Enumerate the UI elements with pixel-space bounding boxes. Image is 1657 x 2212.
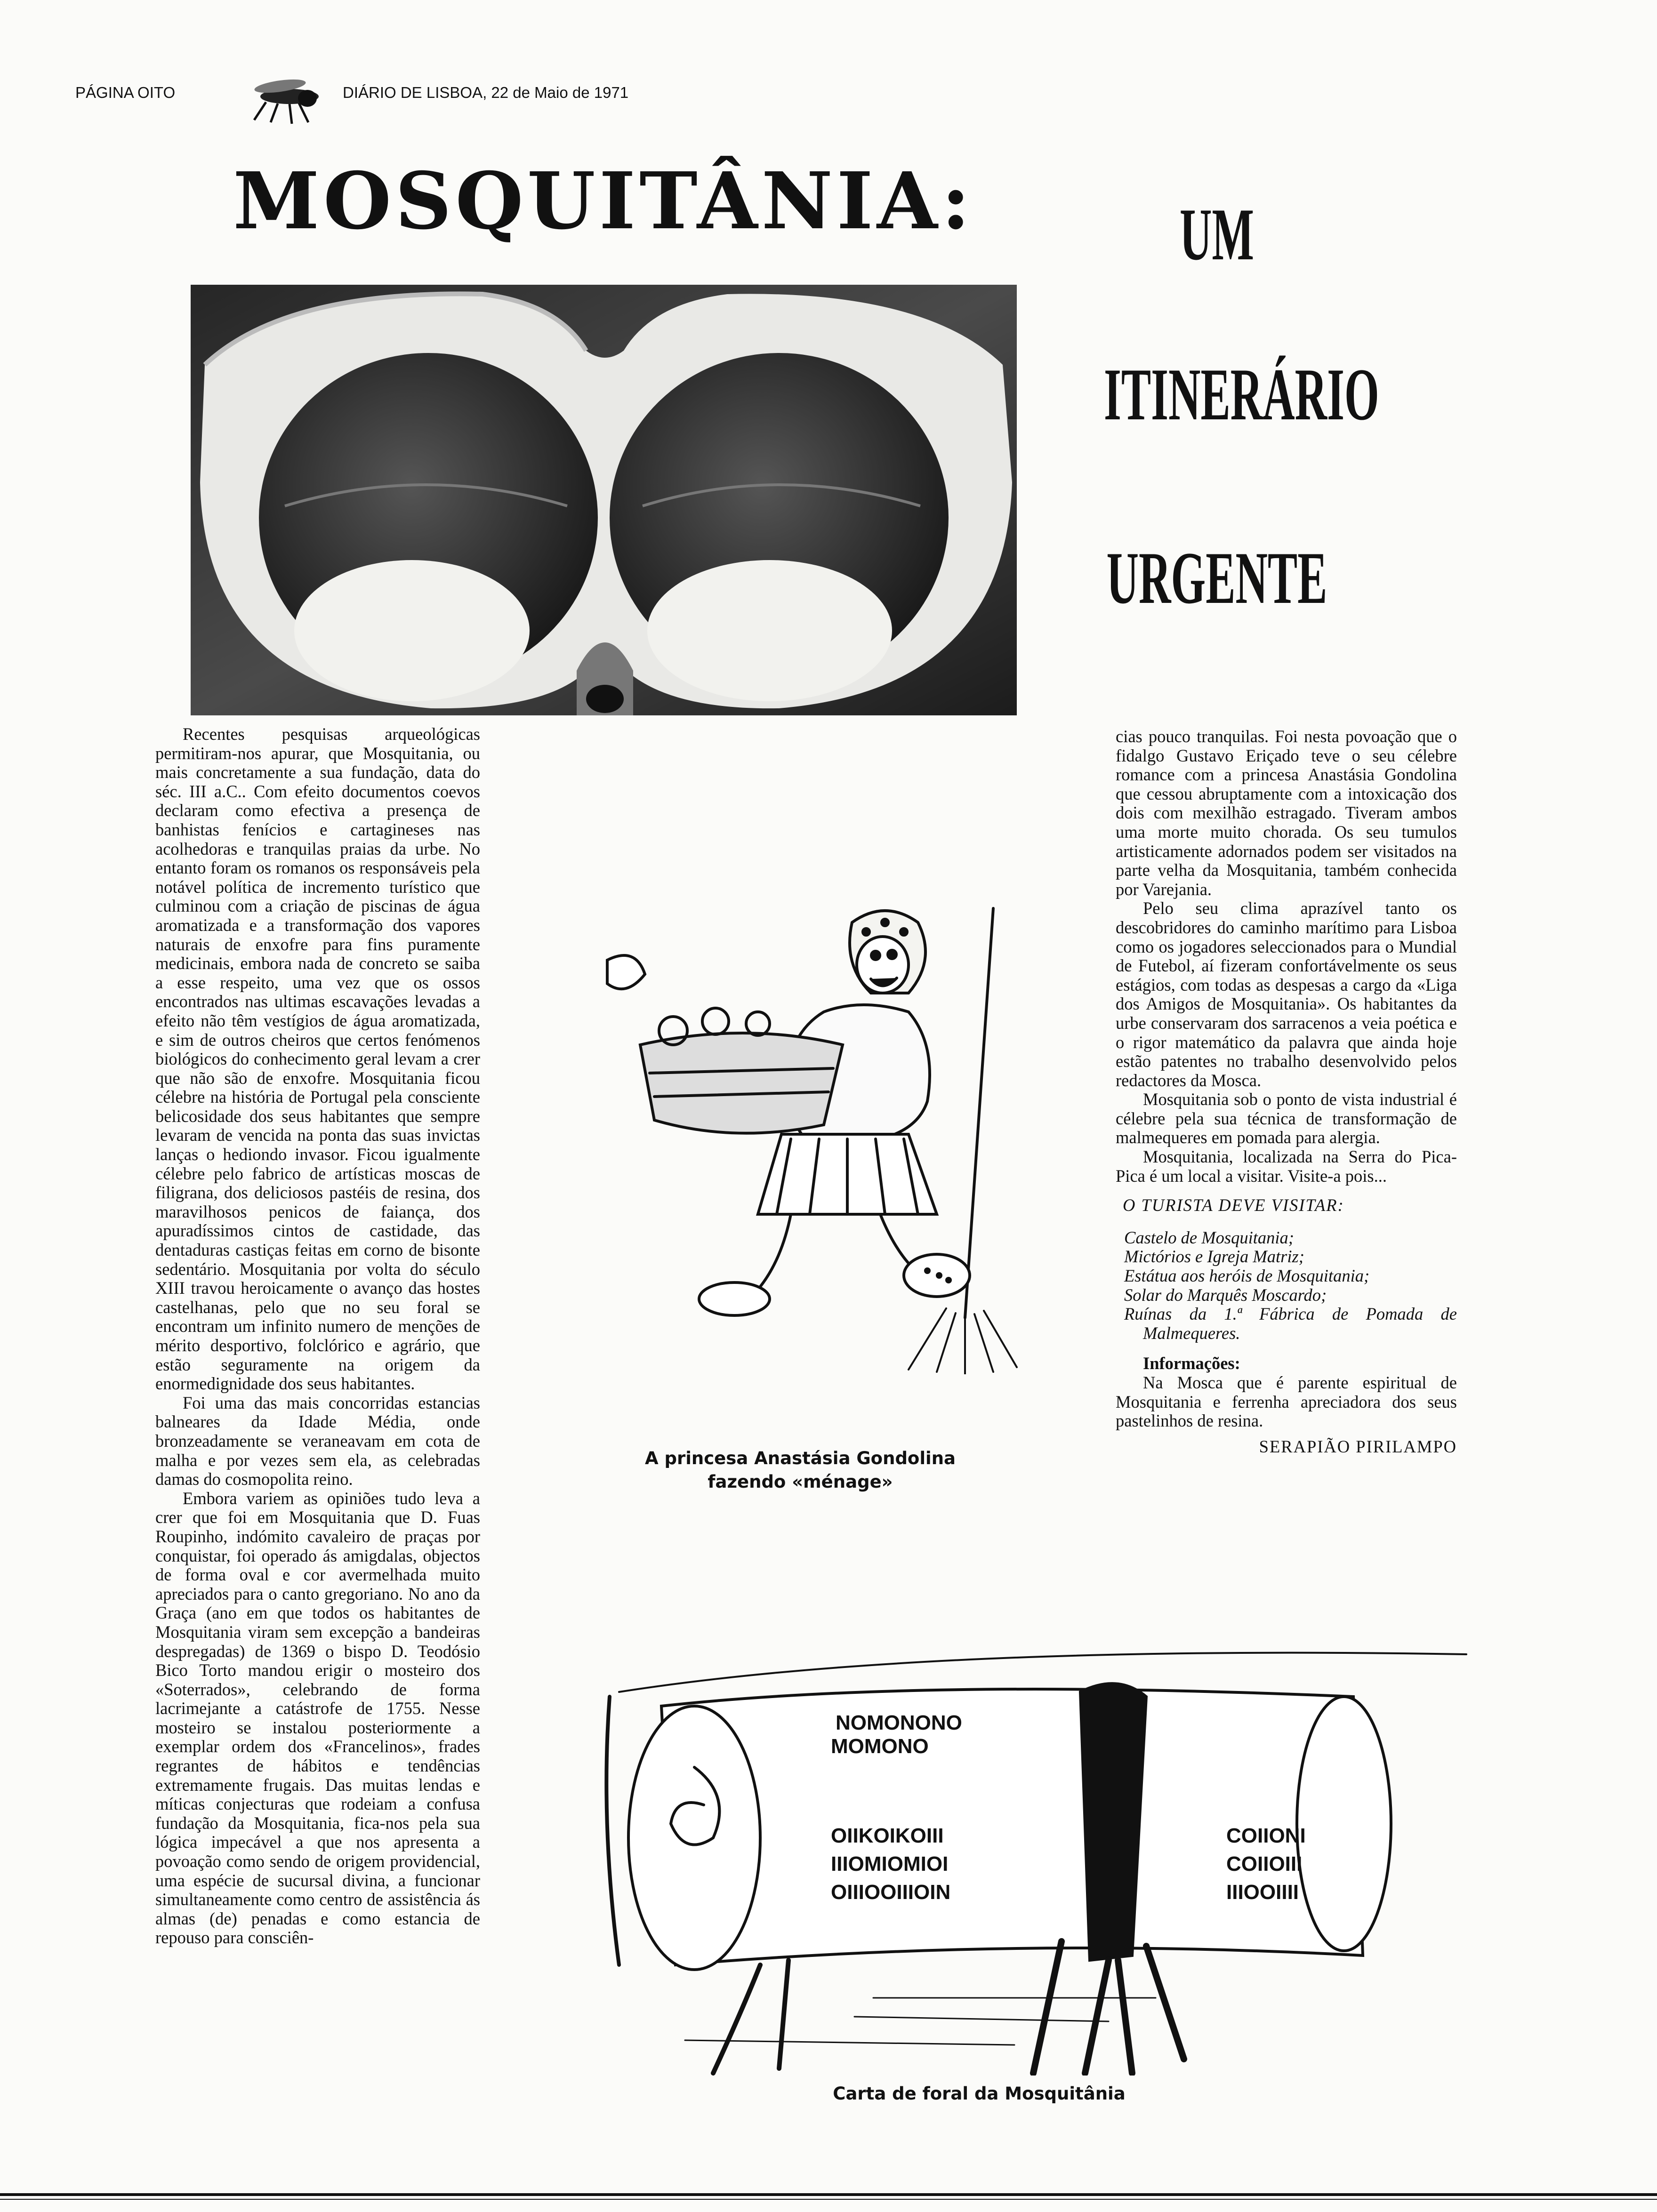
paragraph: Mosquitania sob o ponto de vista industrial é célebre pela sua técnica de transformação de malmequeres em pomada para alergia. — [1116, 1090, 1457, 1147]
list-item: Solar do Marquês Moscardo; — [1124, 1285, 1327, 1305]
charter-caption: Carta de foral da Mosquitânia — [833, 2084, 1126, 2104]
charter-scribble: OIIIOOIIIOIN — [831, 1881, 951, 1904]
paragraph: Recentes pesquisas arqueológicas permitiram-nos apurar, que Mosquitania, ou mais concretamente a sua fundação, data do séc. III a.C.. Com efeito documentos coevos declaram como efectiva a presença de banhistas fenícios e cartagineses nas acolhedoras e tranquilas praias da urbe. No entanto foram os romanos os responsáveis pela notável política de incremento turístico que culminou com a criação de piscinas de água aromatizada e a transformação dos vapores naturais de enxofre para fins puramente medicinais, embora nada de concreto se saiba a esse respeito, uma vez que os ossos encontrados nas ultimas escavações levadas a efeito não têm vestígios de água aromatizada, e sim de outros cheiros que certos fenómenos biológicos do conhecimento geral levam a crer que não são de enxofre. Mosquitania ficou célebre na história de Portugal pela consciente belicosidade dos seus habitantes que sempre levaram de vencida na ponta das suas invictas lanças o hediondo invasor. Ficou igualmente célebre pelo fabrico de artísticas moscas de filigrana, dos deliciosos pastéis de resina, dos maravilhosos penicos de faiança, dos apuradíssimos cintos de castidade, das dentaduras castiças feitas em corno de bisonte sedentário. Mosquitania por volta do século XIII travou heroicamente o avanço das hostes castelhanas, pelo que no seu foral se encontram um infinito numero de menções de mérito desportivo, folclórico e agrário, que estão seguramente na origem da enormedignidade dos seus habitantes. — [155, 724, 480, 1394]
article-left-column — [155, 725, 480, 1948]
list-item: Ruínas da 1.ª Fábrica de Pomada de Malmequeres. — [1124, 1304, 1457, 1343]
visit-list — [1116, 1228, 1457, 1343]
princess-cartoon — [579, 904, 1026, 1374]
list-item: Mictórios e Igreja Matriz; — [1124, 1247, 1304, 1266]
list-item: Castelo de Mosquitania; — [1124, 1227, 1294, 1247]
page-label: PÁGINA OITO — [75, 84, 176, 101]
info-heading: Informações: — [1143, 1354, 1240, 1373]
sunglasses-photo — [191, 285, 1017, 715]
charter-scroll-illustration — [591, 1635, 1476, 2076]
charter-scribble: COIIOIII — [1226, 1852, 1303, 1875]
subheadline-itinerario: ITINERÁRIO — [1104, 353, 1379, 436]
publication-line: DIÁRIO DE LISBOA, 22 de Maio de 1971 — [343, 84, 629, 101]
info-text: Na Mosca que é parente espiritual de Mosquitania e ferrenha apreciadora dos seus pastelinhos de resina. — [1116, 1373, 1457, 1431]
article-right-column — [1116, 727, 1457, 1456]
bottom-rule — [0, 2193, 1657, 2196]
paragraph: Pelo seu clima aprazível tanto os descobridores do caminho marítimo para Lisboa como os jogadores seleccionados para o Mundial de Futebol, aí fizeram confortávelmente os seus estágios, com todas as despesas a cargo da «Liga dos Amigos de Mosquitania». Os habitantes da urbe conservaram dos sarracenos a veia poética e o rigor matemático da palavra que ainda hoje estão patentes no trabalho desenvolvido pelos redactores da Mosca. — [1116, 898, 1457, 1090]
charter-scribble: OIIKOIKOIII — [831, 1824, 944, 1847]
paragraph: Foi uma das mais concorridas estancias balneares da Idade Média, onde bronzeadamente se veraneavam em cota de malha e por vezes sem ela, as celebradas damas do cosmopolita reino. — [155, 1393, 480, 1489]
list-item: Estátua aos heróis de Mosquitania; — [1124, 1266, 1370, 1286]
visit-heading: O TURISTA DEVE VISITAR: — [1123, 1195, 1344, 1215]
cartoon-caption-line-2: fazendo «ménage» — [708, 1472, 893, 1492]
headline: MOSQUITÂNIA: — [233, 155, 974, 247]
charter-scribble: MOMONO — [831, 1735, 929, 1758]
subheadline-urgente: URGENTE — [1106, 537, 1327, 619]
charter-scribble: NOMONONO — [836, 1711, 962, 1734]
paragraph: Embora variem as opiniões tudo leva a crer que foi em Mosquitania que D. Fuas Roupinho, indómito cavaleiro de praças por conquistar, foi operado ás amigdalas, objectos de forma oval e cor avermelhada muito apreciados para o canto gregoriano. No ano da Graça (ano em que todos os habitantes de Mosquitania viram sem excepção a bandeiras despregadas) de 1369 o bispo D. Teodósio Bico Torto mandou erigir o mosteiro dos «Soterrados», celebrando de forma lacrimejante a catástrofe de 1755. Nesse mosteiro se instalou posteriormente a exemplar ordem dos «Francelinos», frades regrantes de hábitos e tendências extremamente frugais. Das muitas lendas e míticas conjecturas que rodeiam a confusa fundação da Mosquitania, fica-nos pela sua lógica impecável a que nos apresenta a povoação como sendo de origem providencial, uma espécie de sucursal divina, a funcionar simultaneamente como centro de assistência ás almas (de) penadas e como estancia de repouso para consciên- — [155, 1488, 480, 1948]
bottom-rule-thin — [0, 2199, 1657, 2200]
charter-scribble: IIIOMIOMIOI — [831, 1852, 949, 1875]
subheadline-um: UM — [1180, 193, 1254, 276]
author-byline: SERAPIÃO PIRILAMPO — [1259, 1436, 1457, 1456]
paragraph: Mosquitania, localizada na Serra do Pica-Pica é um local a visitar. Visite-a pois... — [1116, 1147, 1457, 1186]
fly-icon — [238, 73, 332, 127]
cartoon-caption-line-1: A princesa Anastásia Gondolina — [644, 1448, 956, 1468]
paragraph: cias pouco tranquilas. Foi nesta povoação que o fidalgo Gustavo Eriçado teve o seu célebre romance com a princesa Anastásia Gondolina que cessou abruptamente com a intoxicação dos dois com mexilhão estragado. Tiveram ambos uma morte muito chorada. Os seu tumulos artisticamente adornados podem ser visitados na parte velha da Mosquitania, também conhecida por Varejania. — [1116, 727, 1457, 899]
charter-scribble: IIIOOIIII — [1226, 1881, 1299, 1904]
charter-scribble: COIIONI — [1226, 1824, 1306, 1847]
